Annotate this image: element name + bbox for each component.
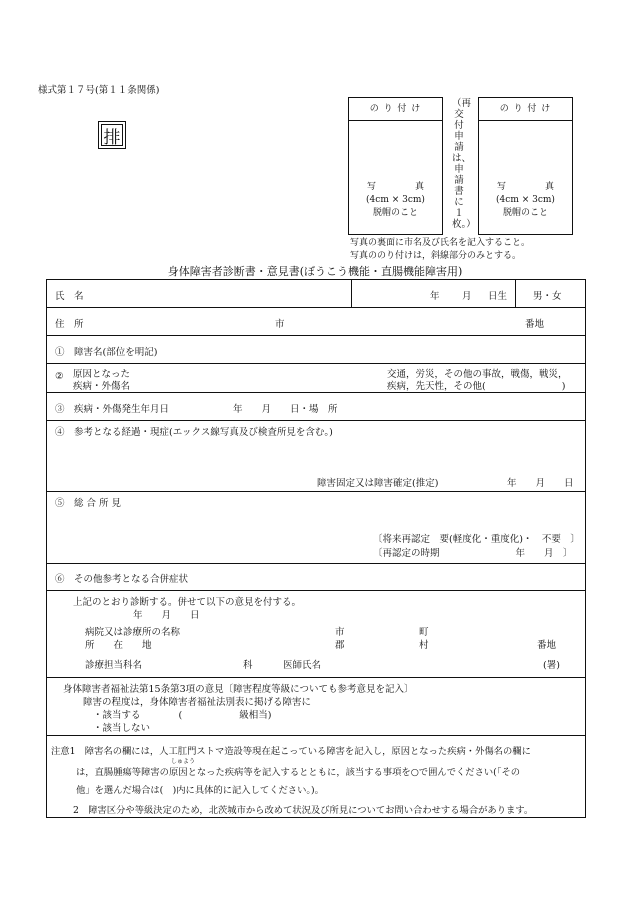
doctor-section: [47, 590, 585, 678]
q4-fixed-label: 障害固定又は障害確定(推定): [317, 478, 439, 489]
photo-label-1: 写: [497, 182, 507, 192]
hospital-gun: 郡: [335, 640, 345, 651]
history-row: [47, 420, 585, 492]
document-title: 身体障害者診断書・意見書(ぼうこう機能・直腸機能障害用): [167, 265, 463, 278]
photo-box-right: [478, 97, 573, 235]
name-label: 氏 名: [55, 291, 84, 302]
overall-findings-row: [47, 491, 585, 564]
form-number: 様式第１７号(第１１条関係): [38, 85, 160, 96]
photo-note-2: 写真ののり付けは，斜線部分のみとする。: [350, 251, 522, 261]
note-1-ruby: しゅよう: [171, 758, 196, 765]
note-1b: は，直腸腫瘍等障害の原因となった疾病等を記入するとともに，該当する事項を○で囲んでください(「その: [76, 767, 521, 778]
birth-month: 月: [462, 291, 472, 302]
hospital-mura: 村: [419, 640, 429, 651]
photo-box-left: [348, 97, 443, 235]
note-1c: 他」を選んだ場合は( )内に具体的に記入してください。)。: [76, 785, 324, 796]
department-label: 診療担当科名: [85, 660, 143, 671]
department-ka: 科: [243, 660, 253, 671]
q5-reassess-when: 〔再認定の時期 年 月 〕: [373, 548, 573, 559]
q5-reassess: 〔将来再認定 要(軽度化・重度化)・ 不要 〕: [373, 534, 580, 545]
q4-label: ④ 参考となる経過・現症(エックス線写真及び検査所見を含む。): [55, 427, 333, 438]
reissue-note: （再交付申請は、申請書に１枚。）: [452, 98, 476, 230]
diagnosis-date: 年 月 日: [133, 610, 200, 621]
q3-date-place: 年 月 日・場 所: [233, 404, 338, 415]
photo-note-1: 写真の裏面に市名及び氏名を記入すること。: [350, 238, 531, 248]
photo-glue-label: の り 付 け: [349, 98, 442, 121]
photo-size: (4cm × 3cm): [496, 195, 555, 205]
address-banchi: 番地: [525, 319, 545, 330]
q5-label: ⑤ 総 合 所 見: [55, 498, 122, 509]
address-city: 市: [275, 319, 285, 330]
photo-label-2: 真: [414, 182, 424, 192]
photo-label-2: 真: [544, 182, 554, 192]
q4-fixed-date: 年 月 日: [507, 478, 574, 489]
photo-glue-label: の り 付 け: [479, 98, 572, 121]
discard-mark: 排: [98, 121, 126, 149]
photo-caption: 脱帽のこと: [502, 208, 548, 218]
opinion-applicable: ・該当する ( 級相当): [93, 710, 272, 721]
birth-year: 年: [430, 291, 440, 302]
name-row: [47, 280, 585, 308]
disability-name-row: [47, 335, 585, 364]
photo-label-1: 写: [367, 182, 377, 192]
hospital-name-label: 病院又は診療所の名称: [85, 627, 181, 638]
address-label: 住 所: [55, 319, 84, 330]
diagnosis-form: [46, 279, 586, 818]
hospital-city: 市: [335, 627, 345, 638]
hospital-address-label: 所 在 地: [85, 640, 152, 651]
q3-label: ③ 疾病・外傷発生年月日: [55, 404, 170, 415]
doctor-name-label: 医師氏名: [283, 660, 322, 671]
q1-label: ① 障害名(部位を明記): [55, 347, 158, 358]
hospital-machi: 町: [419, 627, 429, 638]
opinion-not-applicable: ・該当しない: [93, 723, 151, 734]
opinion-section: [47, 677, 585, 736]
q6-label: ⑥ その他参考となる合併症状: [55, 574, 189, 585]
signature-mark: (署): [543, 660, 560, 671]
complications-row: [47, 563, 585, 591]
address-row: [47, 307, 585, 336]
q2-options-1: 交通，労災，その他の事故，戦傷，戦災，: [387, 369, 568, 380]
birth-day: 日生: [488, 291, 508, 302]
diagnosis-statement: 上記のとおり診断する。併せて以下の意見を付する。: [73, 597, 302, 608]
q2-options-2: 疾病，先天性，その他( ): [387, 381, 566, 392]
opinion-title: 身体障害者福祉法第15条第3項の意見〔障害程度等級についても参考意見を記入〕: [63, 684, 414, 695]
cause-row: [47, 363, 585, 393]
onset-date-row: [47, 392, 585, 421]
sex-field: 男・女: [533, 291, 562, 302]
q2-label-b: 疾病・外傷名: [73, 381, 131, 392]
note-2: 2 障害区分や等級決定のため，北茨城市から改めて状況及び所見についてお問い合わせする場合があります。: [73, 805, 534, 816]
photo-caption: 脱帽のこと: [372, 208, 418, 218]
notes-section: [47, 735, 585, 817]
hospital-banchi: 番地: [537, 640, 557, 651]
opinion-line: 障害の程度は，身体障害者福祉法別表に掲げる障害に: [83, 697, 312, 708]
note-1a: 注意1 障害名の欄には，人工肛門ストマ造設等現在起こっている障害を記入し，原因となった疾病・外傷名の欄に: [51, 746, 531, 757]
q2-mark: ②: [55, 371, 64, 382]
q2-label-a: 原因となった: [73, 369, 131, 380]
photo-size: (4cm × 3cm): [366, 195, 425, 205]
